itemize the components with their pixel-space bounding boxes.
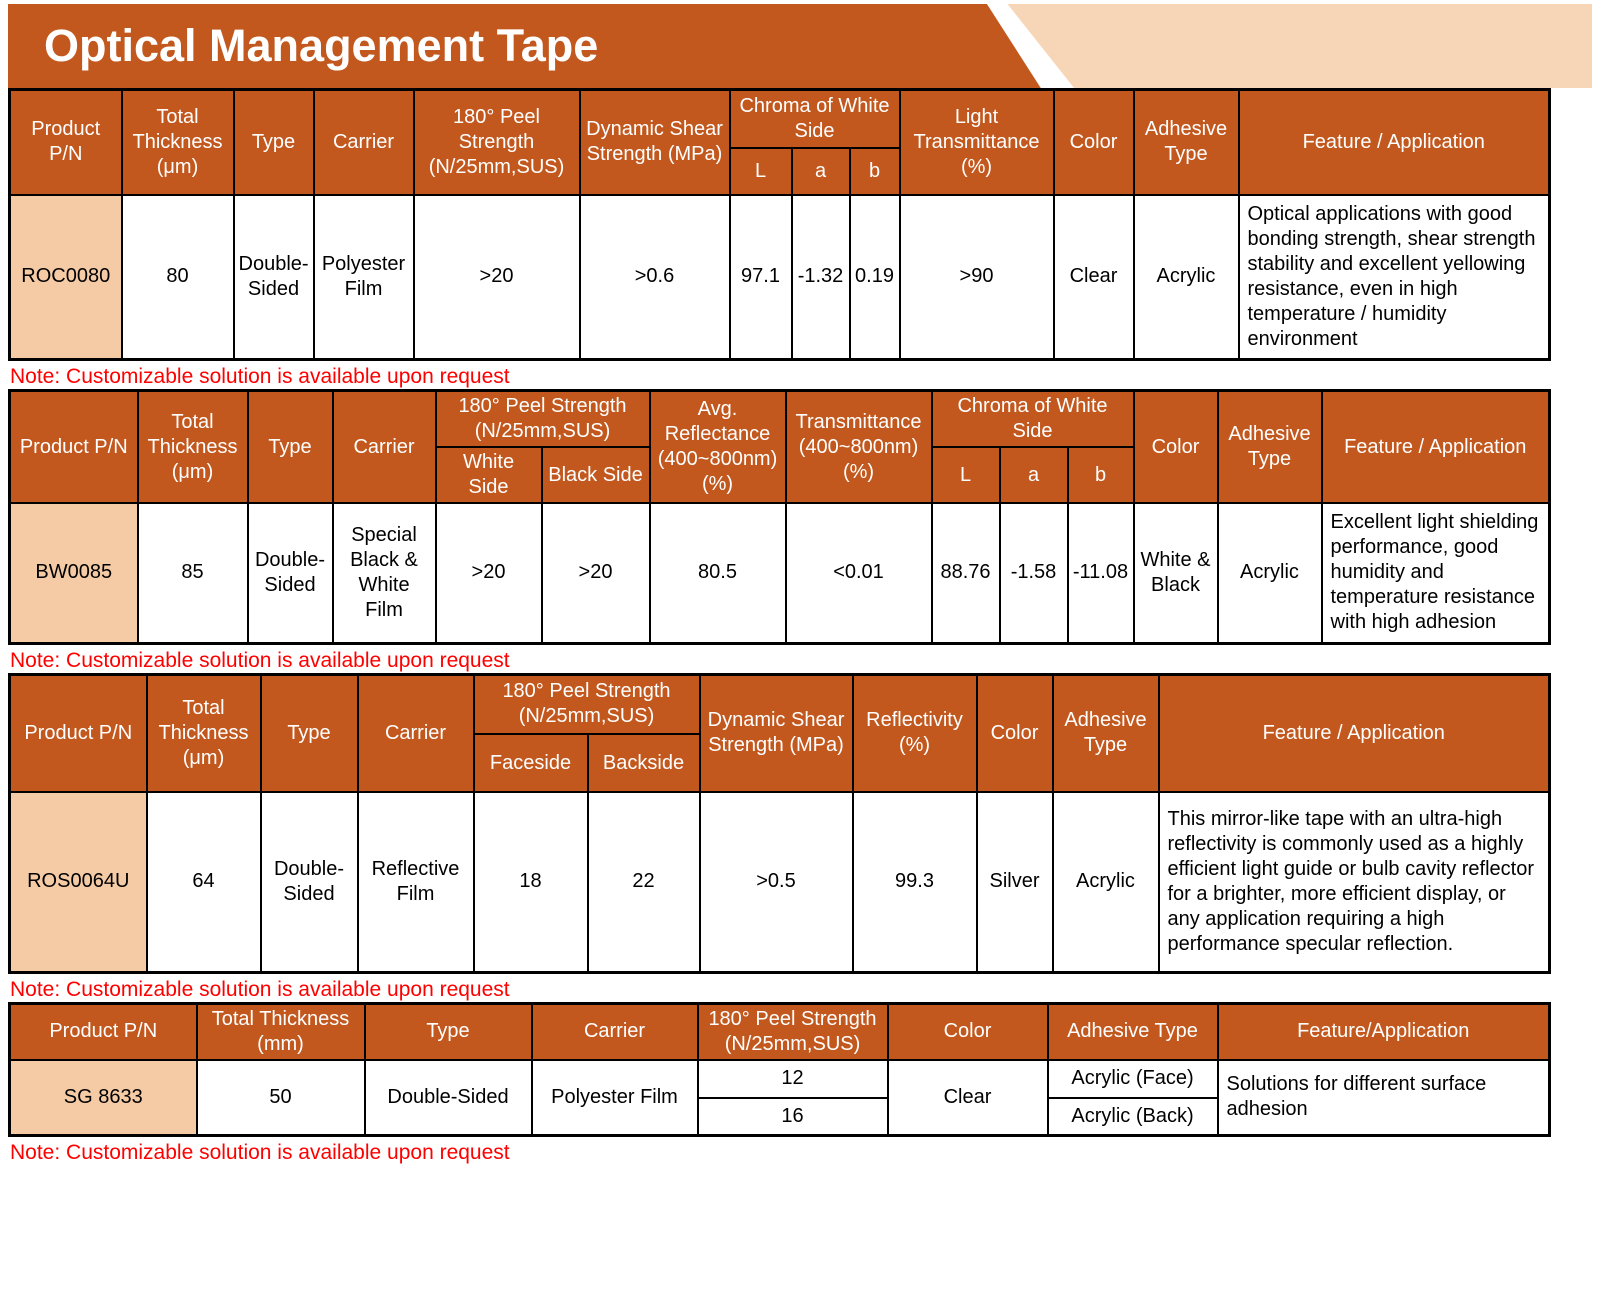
header-carrier: Carrier <box>333 391 436 504</box>
cell-color: Clear <box>888 1060 1048 1136</box>
header-feature: Feature/Application <box>1218 1003 1550 1060</box>
header-total-thickness: Total Thickness (mm) <box>197 1003 365 1060</box>
cell-total-thickness: 50 <box>197 1060 365 1136</box>
cell-carrier: Polyester Film <box>532 1060 698 1136</box>
header-reflectivity: Reflectivity (%) <box>853 674 977 792</box>
header-type: Type <box>234 90 314 195</box>
cell-total-thickness: 85 <box>138 503 248 643</box>
cell-total-thickness: 80 <box>122 195 234 360</box>
cell-feature: Excellent light shielding performance, good humidity and temperature resistance with high adhesion <box>1322 503 1550 643</box>
header-peel-black-side: Black Side <box>542 447 650 503</box>
cell-carrier: Polyester Film <box>314 195 414 360</box>
spec-table-roc0080 <box>8 88 1551 361</box>
header-type: Type <box>248 391 333 504</box>
cell-total-thickness: 64 <box>147 792 261 972</box>
header-carrier: Carrier <box>314 90 414 195</box>
header-adhesive-type: Adhesive Type <box>1134 90 1239 195</box>
cell-adhesive-type: Acrylic <box>1053 792 1159 972</box>
cell-chroma-a: -1.32 <box>792 195 850 360</box>
cell-chroma-a: -1.58 <box>1000 503 1068 643</box>
header-total-thickness: Total Thickness (μm) <box>122 90 234 195</box>
header-chroma-group: Chroma of White Side <box>730 90 900 148</box>
header-shear-strength: Dynamic Shear Strength (MPa) <box>580 90 730 195</box>
cell-adhesive-type: Acrylic <box>1218 503 1322 643</box>
cell-color: Clear <box>1054 195 1134 360</box>
spec-table-bw0085 <box>8 389 1551 645</box>
header-adhesive-type: Adhesive Type <box>1048 1003 1218 1060</box>
header-adhesive-type: Adhesive Type <box>1053 674 1159 792</box>
cell-product-pn: BW0085 <box>10 503 138 643</box>
header-carrier: Carrier <box>358 674 474 792</box>
cell-product-pn: ROS0064U <box>10 792 147 972</box>
header-peel-strength-group: 180° Peel Strength (N/25mm,SUS) <box>436 391 650 448</box>
header-feature: Feature / Application <box>1239 90 1550 195</box>
cell-feature: This mirror-like tape with an ultra-high reflectivity is commonly used as a highly efficient light guide or bulb cavity reflector for a brighter, more efficient display, or any application requiring a high performance specular reflection. <box>1159 792 1550 972</box>
cell-peel-white: >20 <box>436 503 542 643</box>
header-shear-strength: Dynamic Shear Strength (MPa) <box>700 674 853 792</box>
header-chroma-l: L <box>932 447 1000 503</box>
cell-peel-faceside: 18 <box>474 792 588 972</box>
cell-peel-backside: 22 <box>588 792 700 972</box>
header-product-pn: Product P/N <box>10 90 122 195</box>
cell-type: Double-Sided <box>234 195 314 360</box>
cell-shear-strength: >0.5 <box>700 792 853 972</box>
header-feature: Feature / Application <box>1159 674 1550 792</box>
note-text: Note: Customizable solution is available upon request <box>10 365 510 388</box>
cell-shear-strength: >0.6 <box>580 195 730 360</box>
cell-color: Silver <box>977 792 1053 972</box>
cell-type: Double-Sided <box>248 503 333 643</box>
note-text: Note: Customizable solution is available upon request <box>10 977 510 1001</box>
cell-avg-reflectance: 80.5 <box>650 503 786 643</box>
cell-carrier: Reflective Film <box>358 792 474 972</box>
spec-table-ros0064u <box>8 673 1551 974</box>
header-peel-white-side: White Side <box>436 447 542 503</box>
header-type: Type <box>365 1003 532 1060</box>
header-color: Color <box>977 674 1053 792</box>
cell-peel-back: 16 <box>698 1098 888 1136</box>
cell-chroma-b: 0.19 <box>850 195 900 360</box>
header-light-transmittance: Light Transmittance (%) <box>900 90 1054 195</box>
cell-adhesive-back: Acrylic (Back) <box>1048 1098 1218 1136</box>
cell-feature: Optical applications with good bonding strength, shear strength stability and excellent yellowing resistance, even in high temperature / humidity environment <box>1239 195 1550 360</box>
header-carrier: Carrier <box>532 1003 698 1060</box>
cell-transmittance: <0.01 <box>786 503 932 643</box>
header-transmittance: Transmittance (400~800nm) (%) <box>786 391 932 504</box>
header-feature: Feature / Application <box>1322 391 1550 504</box>
cell-feature: Solutions for different surface adhesion <box>1218 1060 1550 1136</box>
header-chroma-group: Chroma of White Side <box>932 391 1134 448</box>
header-peel-strength: 180° Peel Strength (N/25mm,SUS) <box>414 90 580 195</box>
cell-color: White & Black <box>1134 503 1218 643</box>
cell-peel-face: 12 <box>698 1060 888 1098</box>
header-total-thickness: Total Thickness (μm) <box>138 391 248 504</box>
header-type: Type <box>261 674 358 792</box>
header-adhesive-type: Adhesive Type <box>1218 391 1322 504</box>
cell-adhesive-type: Acrylic <box>1134 195 1239 360</box>
cell-peel-strength: >20 <box>414 195 580 360</box>
cell-chroma-l: 88.76 <box>932 503 1000 643</box>
header-peel-strength-group: 180° Peel Strength (N/25mm,SUS) <box>474 674 700 734</box>
header-product-pn: Product P/N <box>10 674 147 792</box>
cell-adhesive-face: Acrylic (Face) <box>1048 1060 1218 1098</box>
spec-table-sg8633 <box>8 1002 1551 1138</box>
header-peel-backside: Backside <box>588 734 700 792</box>
cell-chroma-b: -11.08 <box>1068 503 1134 643</box>
header-chroma-b: b <box>1068 447 1134 503</box>
cell-light-transmittance: >90 <box>900 195 1054 360</box>
page-banner <box>8 4 1592 88</box>
header-peel-strength: 180° Peel Strength (N/25mm,SUS) <box>698 1003 888 1060</box>
header-product-pn: Product P/N <box>10 391 138 504</box>
cell-carrier: Special Black & White Film <box>333 503 436 643</box>
cell-product-pn: SG 8633 <box>10 1060 197 1136</box>
page-title: Optical Management Tape <box>44 20 599 71</box>
cell-type: Double-Sided <box>261 792 358 972</box>
header-chroma-b: b <box>850 148 900 195</box>
cell-peel-black: >20 <box>542 503 650 643</box>
header-avg-reflectance: Avg. Reflectance (400~800nm) (%) <box>650 391 786 504</box>
note-text: Note: Customizable solution is available upon request <box>10 1141 510 1164</box>
cell-type: Double-Sided <box>365 1060 532 1136</box>
header-product-pn: Product P/N <box>10 1003 197 1060</box>
header-peel-faceside: Faceside <box>474 734 588 792</box>
cell-chroma-l: 97.1 <box>730 195 792 360</box>
header-color: Color <box>1054 90 1134 195</box>
header-color: Color <box>1134 391 1218 504</box>
header-total-thickness: Total Thickness (μm) <box>147 674 261 792</box>
header-chroma-a: a <box>792 148 850 195</box>
header-chroma-a: a <box>1000 447 1068 503</box>
note-text: Note: Customizable solution is available upon request <box>10 648 510 672</box>
header-color: Color <box>888 1003 1048 1060</box>
cell-product-pn: ROC0080 <box>10 195 122 360</box>
header-chroma-l: L <box>730 148 792 195</box>
cell-reflectivity: 99.3 <box>853 792 977 972</box>
